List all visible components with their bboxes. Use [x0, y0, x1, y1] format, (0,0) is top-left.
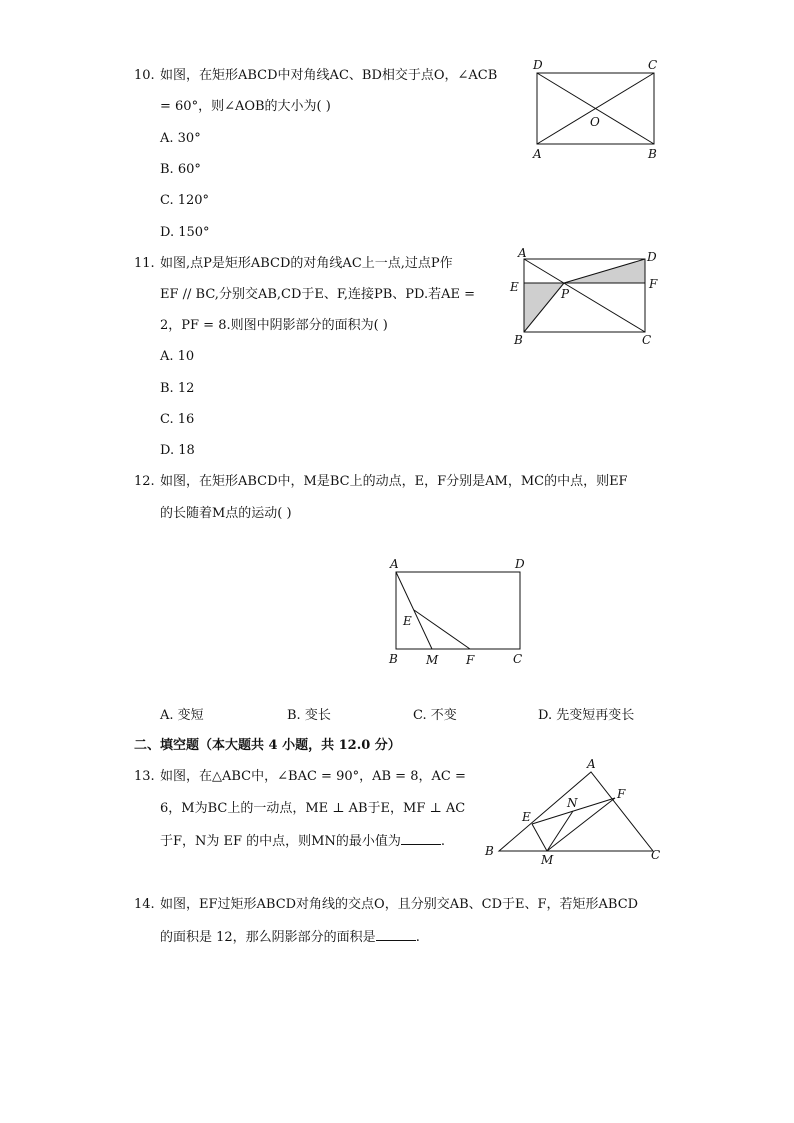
q13-text-line3-suffix: .: [440, 834, 445, 849]
q12-label-f: F: [466, 653, 475, 667]
q13-label-a: A: [587, 757, 596, 771]
q13-number: 13.: [134, 769, 155, 784]
q10-label-o: O: [590, 115, 600, 129]
q10-label-a: A: [533, 147, 542, 161]
q12-label-a: A: [390, 557, 399, 571]
q12-option-b: B. 变长: [287, 708, 331, 723]
q11-option-a: A. 10: [160, 349, 195, 364]
q13-text-line3-prefix: 于F，N为 EF 的中点，则MN的最小值为: [160, 834, 401, 849]
section-2-title: 二、填空题（本大题共 4 小题，共 12.0 分）: [134, 738, 401, 753]
q13-answer-blank[interactable]: [401, 832, 441, 845]
q13-figure: [483, 756, 668, 868]
q10-option-a: A. 30°: [160, 131, 201, 146]
q11-text-line1: 如图,点P是矩形ABCD的对角线AC上一点,过点P作: [160, 256, 453, 271]
q11-label-b: B: [514, 333, 523, 347]
q12-option-a: A. 变短: [160, 708, 204, 723]
q13-text-line1: 如图，在△ABC中，∠BAC = 90°，AB = 8，AC =: [160, 769, 466, 784]
q13-text-line3: [160, 832, 445, 851]
q11-figure: [508, 246, 658, 348]
q12-label-c: C: [513, 652, 523, 666]
q10-text-line2: = 60°，则∠AOB的大小为( ): [160, 99, 331, 114]
q11-option-b: B. 12: [160, 381, 195, 396]
q12-option-d: D. 先变短再变长: [538, 708, 635, 723]
q10-label-b: B: [648, 147, 657, 161]
q13-line-mn: [547, 811, 573, 851]
q12-label-d: D: [515, 557, 525, 571]
q13-label-b: B: [485, 844, 494, 858]
q14-text-line2-suffix: .: [415, 930, 420, 945]
q13-text-line2: 6，M为BC上的一动点，ME ⊥ AB于E，MF ⊥ AC: [160, 801, 466, 816]
q12-label-m: M: [426, 653, 439, 667]
q12-text-line2: 的长随着M点的运动( ): [160, 506, 292, 521]
q10-option-b: B. 60°: [160, 162, 201, 177]
q12-label-e: E: [403, 614, 412, 628]
q10-option-d: D. 150°: [160, 225, 210, 240]
q11-label-p: P: [561, 287, 570, 301]
q13-line-mf: [547, 798, 615, 851]
q14-text-line2: [160, 928, 420, 947]
q13-label-f: F: [617, 787, 626, 801]
q11-option-c: C. 16: [160, 412, 195, 427]
q10-label-d: D: [533, 58, 543, 72]
q11-text-line3: 2，PF = 8.则图中阴影部分的面积为( ): [160, 318, 388, 333]
q11-label-f: F: [649, 277, 658, 291]
q14-answer-blank[interactable]: [376, 928, 416, 941]
q10-number: 10.: [134, 68, 155, 83]
q12-number: 12.: [134, 474, 155, 489]
q11-option-d: D. 18: [160, 443, 195, 458]
q11-label-d: D: [647, 250, 657, 264]
q13-line-me: [532, 824, 547, 851]
q13-label-e: E: [522, 810, 531, 824]
q12-figure: [384, 556, 534, 670]
q13-label-c: C: [651, 848, 661, 862]
q13-label-m: M: [541, 853, 554, 867]
q12-text-line1: 如图，在矩形ABCD中，M是BC上的动点，E，F分别是AM，MC的中点，则EF: [160, 474, 628, 489]
q11-number: 11.: [134, 256, 155, 271]
q11-text-line2: EF // BC,分别交AB,CD于E、F,连接PB、PD.若AE =: [160, 287, 476, 302]
q10-option-c: C. 120°: [160, 193, 210, 208]
q12-option-c: C. 不变: [413, 708, 457, 723]
q11-label-a: A: [518, 246, 527, 260]
q14-text-line1: 如图，EF过矩形ABCD对角线的交点O，且分别交AB、CD于E、F，若矩形ABCD: [160, 897, 639, 912]
q14-number: 14.: [134, 897, 155, 912]
q13-label-n: N: [567, 796, 578, 810]
q14-text-line2-prefix: 的面积是 12，那么阴影部分的面积是: [160, 930, 376, 945]
q10-label-c: C: [648, 58, 658, 72]
q10-figure: [525, 56, 665, 164]
q12-label-b: B: [389, 652, 398, 666]
q11-label-e: E: [510, 280, 519, 294]
q11-label-c: C: [642, 333, 652, 347]
q10-text-line1: 如图，在矩形ABCD中对角线AC、BD相交于点O，∠ACB: [160, 68, 498, 83]
